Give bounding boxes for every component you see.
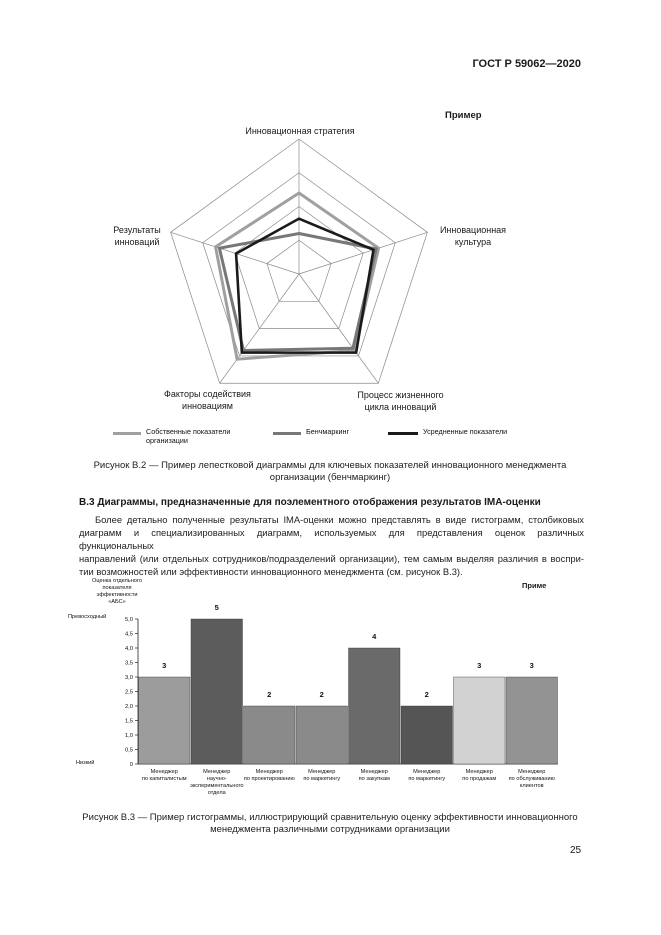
bar-0 <box>139 677 191 764</box>
page-number: 25 <box>570 845 582 856</box>
bar-value-label-0: 3 <box>162 661 167 670</box>
bar-category-label-7: Менеджер по обслуживанию клиентов <box>508 769 555 789</box>
bar-7 <box>506 677 558 764</box>
radar-axis-label-culture: Инновационная культура <box>439 225 507 247</box>
bar-value-label-7: 3 <box>529 661 534 670</box>
bar-category-label-5: Менеджер по маркетингу <box>408 769 446 782</box>
bar-y-tick-label-8: 4,0 <box>124 646 133 652</box>
bar-y-tick-label-9: 4,5 <box>124 631 133 638</box>
bar-category-label-0: Менеджер по капиталистым <box>141 769 187 782</box>
bar-1 <box>191 619 243 764</box>
figure-b3-caption: Рисунок В.3 — Пример гистограммы, иллюстрирующий сравнительную оценку эффективности инновационного менеджмента различными сотрудниками организации <box>82 812 578 835</box>
standard-header: ГОСТ Р 59062—2020 <box>472 58 581 70</box>
bar-category-label-1: Менеджер научно-экспериментального отдела <box>189 769 244 796</box>
radar-axis-label-enablers: Факторы содействия инновациям <box>164 389 251 411</box>
bar-category-label-3: Менеджер по маркетингу <box>303 769 341 782</box>
bar-low-label: Низкий <box>76 760 95 766</box>
bar-high-label: Превосходный <box>68 614 107 620</box>
bar-y-tick-label-3: 1,5 <box>124 718 133 725</box>
legend-label-average: Усредненные показатели <box>423 427 508 436</box>
bar-y-tick-label-0: 0 <box>129 762 133 768</box>
bar-y-tick-label-7: 3,5 <box>124 660 133 667</box>
bar-value-label-3: 2 <box>319 690 324 699</box>
bar-y-tick-label-2: 1,0 <box>124 733 133 739</box>
legend-label-benchmark: Бенчмаркинг <box>306 427 350 436</box>
bar-value-label-4: 4 <box>372 632 377 641</box>
bar-value-label-2: 2 <box>267 690 272 699</box>
bar-y-tick-label-1: 0,5 <box>124 747 133 754</box>
bar-ylabel: Оценка отдельного показателя эффективности «АБС» <box>92 578 142 605</box>
bar-value-label-1: 5 <box>214 603 219 612</box>
bar-y-tick-label-10: 5,0 <box>124 617 133 623</box>
bar-3 <box>296 706 348 764</box>
bar-value-label-6: 3 <box>477 661 482 670</box>
bar-2 <box>244 706 296 764</box>
radar-example-label: Пример <box>445 110 482 121</box>
radar-axis-label-strategy: Инновационная стратегия <box>245 126 355 136</box>
bar-y-tick-label-5: 2,5 <box>124 689 133 696</box>
bar-category-label-4: Менеджер по закупкам <box>358 769 390 782</box>
figure-b2-caption: Рисунок В.2 — Пример лепестковой диаграммы для ключевых показателей инновационного менеджмента организации (бенчмаркинг) <box>93 460 567 483</box>
bar-5 <box>401 706 453 764</box>
radar-axis-label-results: Результаты инноваций <box>113 225 161 247</box>
bar-example-label: Приме <box>522 581 547 590</box>
bar-6 <box>454 677 506 764</box>
bar-4 <box>349 648 401 764</box>
legend-label-own: Собственные показатели организации <box>146 427 231 445</box>
bar-value-label-5: 2 <box>424 690 429 699</box>
radar-axis-label-lifecycle: Процесс жизненного цикла инноваций <box>357 390 444 412</box>
section-b3-paragraph: Более детально полученные результаты IMA-оценки можно представлять в виде гистограмм, столбиковых диаграмм и специализированных диаграмм, используемых для представления оценок различных функциональных направлений (или отдельных сотрудников/подразделений организации), тем самым выделяя различия в воспри- тии возможностей или эффективности инновационного менеджмента (см. рисунок В.3). <box>79 514 584 577</box>
bar-y-tick-label-6: 3,0 <box>124 675 133 681</box>
section-b3-title: В.3 Диаграммы, предназначенные для поэлементного отображения результатов IMA-оценки <box>79 497 541 508</box>
bar-y-tick-label-4: 2,0 <box>124 704 133 710</box>
bar-category-label-6: Менеджер по продажам <box>462 769 497 782</box>
bar-category-label-2: Менеджер по проектированию <box>243 769 295 782</box>
